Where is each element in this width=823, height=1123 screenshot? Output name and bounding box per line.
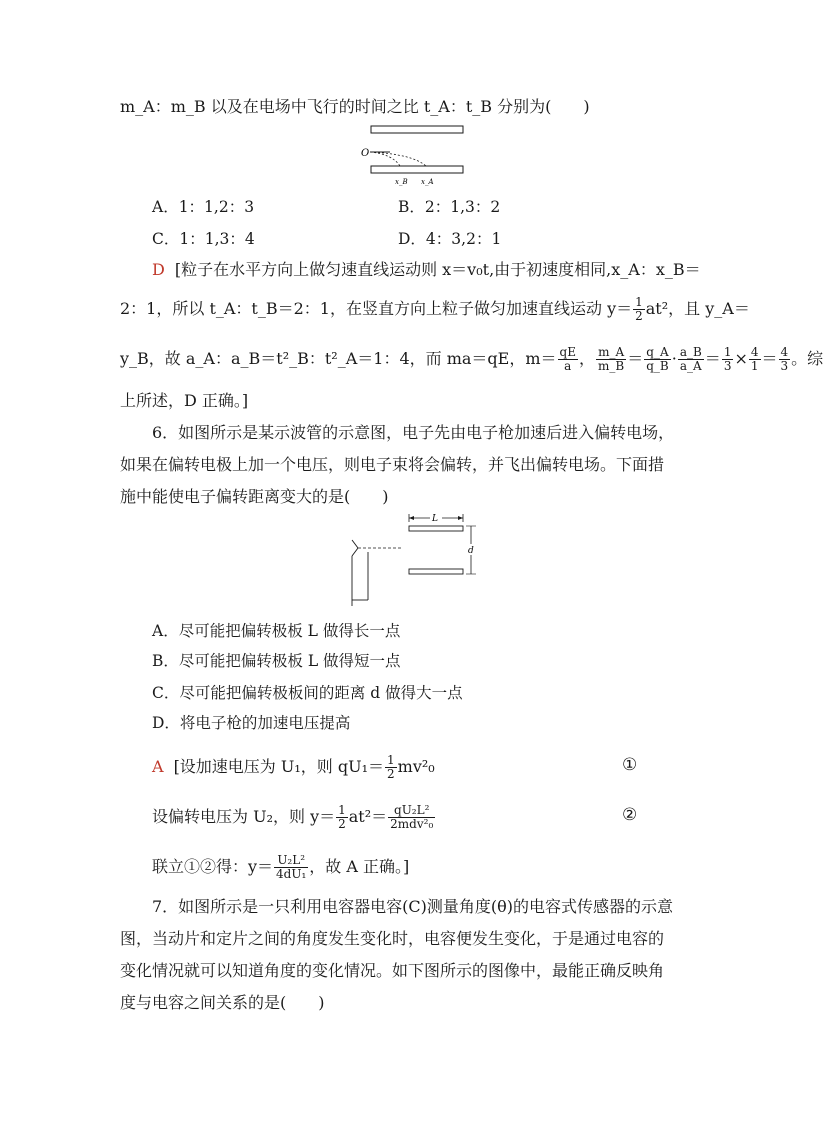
q6-eq-number-1: ① [622, 755, 638, 775]
q6-sol1-b: mv²₀ [397, 757, 435, 776]
q6-option-d: D．将电子枪的加速电压提高 [152, 714, 351, 732]
q5-sol3-a: y_B，故 a_A：a_B＝t²_B：t²_A＝1：4，而 ma＝qE，m＝ [120, 349, 557, 368]
q6-sol2-b: at²＝ [348, 807, 388, 826]
q5-sol3-frac3: $\frac{q\_A}{q\_B}$ [646, 345, 669, 373]
q5-solution-line3: y_B，故 a_A：a_B＝t²_B：t²_A＝1：4，而 ma＝qE，m＝ $\frac{qE}{a}$ ， $\frac{m\_A}{m\_B}$ ＝ $\frac{q\_A}{q\_B}$ · $\frac{a\_B}{a\_A}$ ＝ $\frac{1}{3}$ × $\frac{4}{1}$ ＝ $\frac{4}{3}$ 。综 [120, 345, 823, 373]
q7-stem-line1: 7．如图所示是一只利用电容器电容(C)测量角度(θ)的电容式传感器的示意 [152, 897, 674, 916]
q5-option-a: A．1：1,2：3 [152, 198, 255, 216]
q5-sol3-frac1: $\frac{qE}{a}$ [559, 345, 576, 373]
q6-sol1-a: [设加速电压为 U₁，则 qU₁＝ [173, 757, 385, 776]
q6-stem-line2: 如果在偏转电极上加一个电压，则电子束将会偏转，并飞出偏转电场。下面措 [120, 455, 665, 474]
q6-sol2-a: 设偏转电压为 U₂，则 y＝ [152, 807, 336, 826]
q5-solution-line1 [152, 259, 701, 281]
q6-answer-letter: A [152, 757, 164, 776]
q5-origin-label: O [361, 148, 370, 159]
q5-xa-label: x_A [421, 178, 434, 186]
q6-sol3-a: 联立①②得：y＝ [152, 857, 274, 876]
q5-sol2-a: 2：1，所以 t_A：t_B＝2：1，在竖直方向上粒子做匀加速直线运动 y＝ [120, 299, 633, 318]
q5-sol3-frac2: $\frac{m\_A}{m\_B}$ [598, 345, 625, 373]
q7-stem-line3: 变化情况就可以知道角度的变化情况。如下图所示的图像中，最能正确反映角 [120, 961, 665, 980]
q5-option-c: C．1：1,3：4 [152, 230, 255, 248]
q5-solution-line2 [120, 296, 750, 323]
q6-d-label: d [468, 546, 474, 556]
q5-sol2-frac: $\frac{1}{2}$ [635, 295, 643, 323]
q5-option-d: D．4：3,2：1 [398, 230, 502, 248]
q5-answer-letter: D [152, 260, 165, 279]
q6-solution-line1 [152, 754, 435, 781]
q6-option-b: B．尽可能把偏转极板 L 做得短一点 [152, 652, 401, 670]
q6-sol3-b: ，故 A 正确。] [309, 857, 410, 876]
q5-solution-text1: [粒子在水平方向上做匀速直线运动则 x＝v₀t,由于初速度相同,x_A：x_B＝ [174, 260, 701, 279]
q6-sol2-frac1: $\frac{1}{2}$ [338, 803, 346, 831]
q5-sol3-frac6: $\frac{4}{1}$ [750, 345, 759, 373]
q6-figure [344, 512, 484, 606]
q5-sol3-frac7: $\frac{4}{3}$ [780, 345, 789, 373]
q7-stem-line2: 图，当动片和定片之间的角度发生变化时，电容便发生变化，于是通过电容的 [120, 929, 665, 948]
q5-sol3-frac4: $\frac{a\_B}{a\_A}$ [679, 345, 702, 373]
q6-L-label: L [432, 514, 438, 524]
q6-sol2-frac2: $\frac{\text{qU₂L²}}{\text{2mdv²₀}}$ [390, 803, 434, 831]
q6-option-c: C．尽可能把偏转极板间的距离 d 做得大一点 [152, 684, 463, 702]
q6-solution-line3 [152, 854, 409, 881]
q6-sol3-frac: $\frac{\text{U₂L²}}{\text{4dU₁}}$ [276, 853, 307, 881]
q5-option-b: B．2：1,3：2 [398, 198, 501, 216]
q5-figure [360, 124, 470, 186]
q6-option-a: A．尽可能把偏转极板 L 做得长一点 [152, 622, 401, 640]
q6-stem-line1: 6．如图所示是某示波管的示意图，电子先由电子枪加速后进入偏转电场， [152, 423, 675, 442]
q6-sol1-frac: $\frac{1}{2}$ [387, 753, 395, 781]
q6-solution-line2 [152, 804, 436, 831]
q5-sol2-b: at²，且 y_A＝ [645, 299, 750, 318]
q5-stem-tail: m_A：m_B 以及在电场中飞行的时间之比 t_A：t_B 分别为( ) [120, 97, 590, 116]
q5-sol3-frac5: $\frac{1}{3}$ [723, 345, 732, 373]
q6-stem-line3: 施中能使电子偏转距离变大的是( ) [120, 487, 389, 506]
q7-stem-line4: 度与电容之间关系的是( ) [120, 993, 325, 1012]
q5-xb-label: x_B [395, 178, 408, 186]
q5-solution-line4: 上所述，D 正确。] [120, 391, 249, 410]
q6-eq-number-2: ② [622, 805, 638, 825]
